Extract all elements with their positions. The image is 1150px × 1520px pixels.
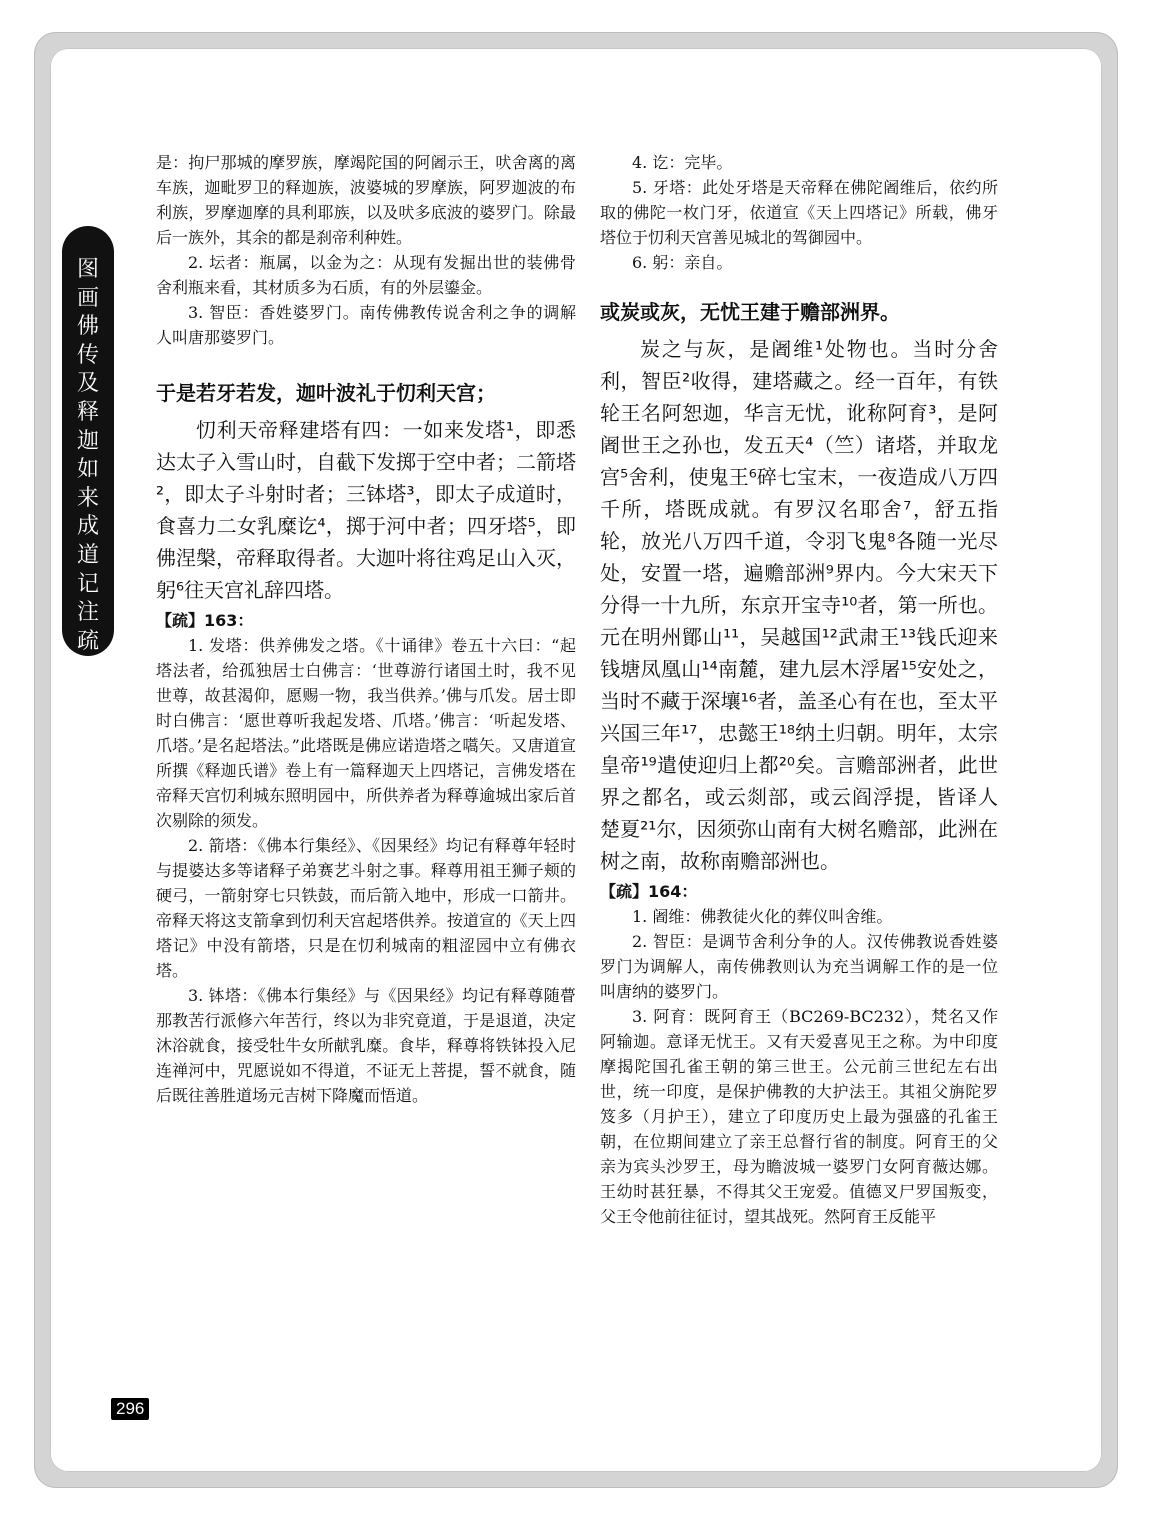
note-paragraph: 6. 躬：亲自。 [632, 253, 733, 272]
commentary-label: 【疏】163： [156, 611, 254, 630]
verse-paragraph: 炭之与灰，是阇维¹处物也。当时分舍利，智臣²收得，建塔藏之。经一百年，有铁轮王名阿恕迦，华言无忧，讹称阿育³，是阿阇世王之孙也，发五天⁴（竺）诸塔，并取龙宫⁵舍利，使鬼王⁶碎七宝末，一夜造成八万四千所，塔既成就。有罗汉名耶舍⁷，舒五指轮，放光八万四千道，令羽飞鬼⁸各随一光尽处，安置一塔，遍赡部洲⁹界内。今大宋天下分得一十九所，东京开宝寺¹⁰者，第一所也。元在明州鄮山¹¹，吴越国¹²武肃王¹³钱氏迎来钱塘凤凰山¹⁴南麓，建九层木浮屠¹⁵安处之，当时不藏于深壤¹⁶者，盖圣心有在也，至太平兴国三年¹⁷，忠懿王¹⁸纳土归朝。明年，太宗皇帝¹⁹遣使迎归上都²⁰矣。言赡部洲者，此世界之都名，或云剡部，或云阎浮提，皆译人楚夏²¹尔，因须弥山南有大树名赡部，此洲在树之南，故称南赡部洲也。 [600, 337, 998, 873]
verse-heading: 于是若牙若发，迦叶波礼于忉利天宫； [156, 381, 496, 405]
verse-heading: 或炭或灰，无忧王建于赡部洲界。 [600, 300, 900, 324]
left-column [156, 150, 576, 1108]
note-paragraph: 5. 牙塔：此处牙塔是天帝释在佛陀阇维后，依约所取的佛陀一枚门牙，依道宣《天上四塔记》所载，佛牙塔位于忉利天宫善见城北的驾御园中。 [600, 178, 998, 247]
note-paragraph: 是：拘尸那城的摩罗族，摩竭陀国的阿阇示王，吠舍离的离车族，迦毗罗卫的释迦族，波婆城的罗摩族，阿罗迦波的布利族，罗摩迦摩的具利耶族，以及吠多底波的婆罗门。除最后一族外，其余的都是刹帝利种姓。 [156, 153, 576, 247]
left-notes-top [156, 150, 576, 350]
note-paragraph: 4. 讫：完毕。 [632, 153, 733, 172]
note-paragraph: 3. 智臣：香姓婆罗门。南传佛教传说舍利之争的调解人叫唐那婆罗门。 [156, 303, 576, 347]
right-notes [600, 904, 998, 1229]
right-column [600, 150, 998, 1229]
note-paragraph: 3. 钵塔：《佛本行集经》与《因果经》均记有释尊随瞢那教苦行派修六年苦行，终以为非究竟道，于是退道，决定沐浴就食，接受牡牛女所献乳糜。食毕，释尊将铁钵投入尼连禅河中，咒愿说如不得道，不证无上菩提，誓不就食，随后既往善胜道场元吉树下降魔而悟道。 [156, 986, 576, 1105]
verse-paragraph: 忉利天帝释建塔有四：一如来发塔¹，即悉达太子入雪山时，自截下发掷于空中者；二箭塔²，即太子斗射时者；三钵塔³，即太子成道时，食喜力二女乳糜讫⁴，掷于河中者；四牙塔⁵，即佛涅槃，帝释取得者。大迦叶将往鸡足山入灭，躬⁶往天宫礼辞四塔。 [156, 418, 576, 602]
verse-block [156, 414, 576, 606]
page-number: 296 [111, 1398, 149, 1420]
book-title: 图画佛传及释迦如来成道记注疏 [76, 257, 99, 654]
book-title-tab [62, 226, 114, 656]
note-paragraph: 2. 智臣：是调节舍利分争的人。汉传佛教说香姓婆罗门为调解人，南传佛教则认为充当调解工作的是一位叫唐纳的婆罗门。 [600, 932, 998, 1001]
verse-block [600, 333, 998, 877]
note-paragraph: 2. 箭塔：《佛本行集经》、《因果经》均记有释尊年轻时与提婆达多等诸释子弟赛艺斗射之事。释尊用祖王狮子颊的硬弓，一箭射穿七只铁鼓，而后箭入地中，形成一口箭井。帝释天将这支箭拿到忉利天宫起塔供养。按道宣的《天上四塔记》中没有箭塔，只是在忉利城南的粗涩园中立有佛衣塔。 [156, 836, 576, 980]
left-notes [156, 633, 576, 1108]
note-paragraph: 3. 阿育：既阿育王（BC269-BC232），梵名又作阿输迦。意译无忧王。又有天爱喜见王之称。为中印度摩揭陀国孔雀王朝的第三世王。公元前三世纪左右出世，统一印度，是保护佛教的大护法王。其祖父旃陀罗笈多（月护王），建立了印度历史上最为强盛的孔雀王朝，在位期间建立了亲王总督行省的制度。阿育王的父亲为宾头沙罗王，母为瞻波城一婆罗门女阿育薇达娜。王幼时甚狂暴，不得其父王宠爱。值德叉尸罗国叛变，父王令他前往征讨，望其战死。然阿育王反能平 [600, 1007, 998, 1226]
right-notes-top [600, 150, 998, 275]
commentary-label: 【疏】164： [600, 882, 698, 901]
note-paragraph: 1. 发塔：供养佛发之塔。《十诵律》卷五十六曰：“起塔法者，给孤独居士白佛言：‘世尊游行诸国土时，我不见世尊，故甚渴仰，愿赐一物，我当供养。’佛与爪发。居士即时白佛言：‘愿世尊听我起发塔、爪塔。’佛言：‘听起发塔、爪塔。’是名起塔法。”此塔既是佛应诺造塔之嚆矢。又唐道宣所撰《释迦氏谱》卷上有一篇释迦天上四塔记，言佛发塔在帝释天宫忉利城东照明园中，所供养者为释尊逾城出家后首次剔除的须发。 [156, 636, 576, 830]
note-paragraph: 1. 阇维：佛教徒火化的葬仪叫舍维。 [632, 907, 893, 926]
note-paragraph: 2. 坛者：瓶属，以金为之：从现有发掘出世的装佛骨舍利瓶来看，其材质多为石质，有的外层鎏金。 [156, 253, 576, 297]
